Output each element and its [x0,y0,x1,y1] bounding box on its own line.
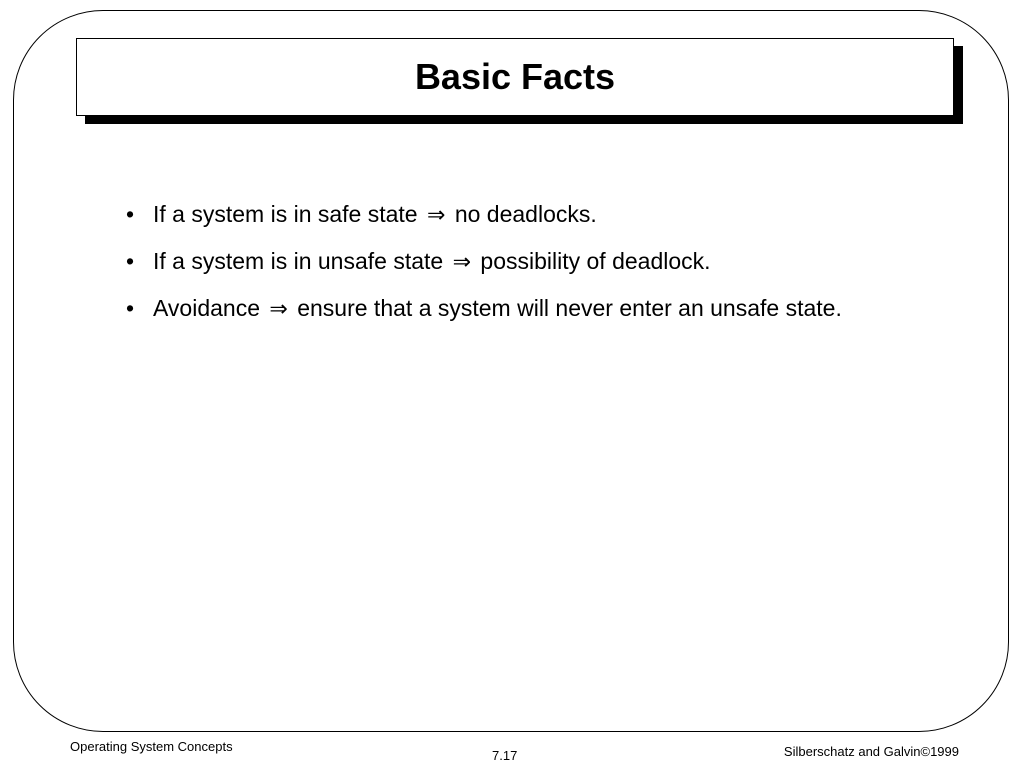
bullet-text-before: If a system is in safe state [153,201,418,227]
bullet-text [153,292,866,326]
bullet-text [153,245,866,279]
implies-icon: ⇒ [427,203,446,228]
bullet-icon: • [126,201,135,227]
footer-page-number: 7.17 [492,748,518,763]
slide-title: Basic Facts [414,56,616,97]
bullet-item [126,198,866,232]
implies-icon: ⇒ [269,297,288,322]
bullet-text-before: If a system is in unsafe state [153,248,444,274]
implies-icon: ⇒ [452,250,472,275]
title-box [76,38,954,116]
bullet-item [126,292,866,326]
bullet-icon: • [126,248,135,274]
bullet-text-after: possibility of deadlock. [480,248,711,274]
bullet-text-before: Avoidance [153,295,260,321]
bullet-list [126,198,866,339]
bullet-text-after: no deadlocks. [454,201,597,227]
bullet-text [153,198,866,232]
bullet-item [126,245,866,279]
footer-copyright: Silberschatz and Galvin©1999 [783,744,959,759]
footer-course-title: Operating System Concepts [70,739,233,754]
bullet-text-after: ensure that a system will never enter an unsafe state. [297,295,842,321]
bullet-icon: • [126,295,135,321]
